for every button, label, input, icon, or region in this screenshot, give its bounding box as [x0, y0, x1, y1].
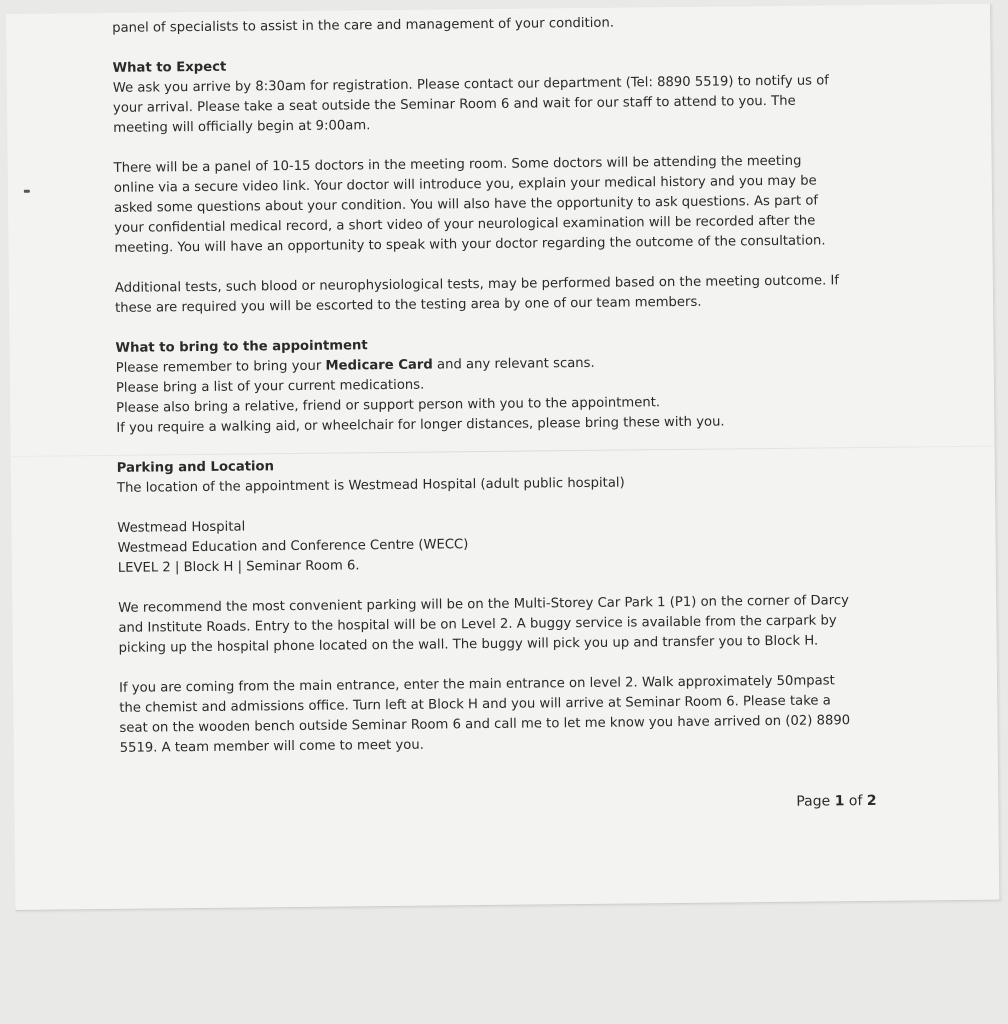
entrance-para-line2: the chemist and admissions office. Turn left at Block H and you will arrive at Seminar Room 6. Please take a [119, 693, 831, 716]
parking-para-line1: We recommend the most convenient parking will be on the Multi-Storey Car Park 1 (P1) on the corner of Darcy [118, 593, 849, 616]
expect-para1-line3: meeting will officially begin at 9:00am. [113, 118, 371, 136]
bring-line1-after: and any relevant scans. [432, 355, 595, 373]
heading-what-to-expect: What to Expect [112, 59, 227, 76]
expect-para1-line1: We ask you arrive by 8:30am for registration. Please contact our department (Tel: 8890 5519) to notify us of [112, 73, 829, 96]
bring-line1-before: Please remember to bring your [115, 358, 326, 376]
expect-para3-line1: Additional tests, such blood or neurophysiological tests, may be performed based on the meeting outcome. If [114, 273, 840, 296]
location-line: The location of the appointment is Westmead Hospital (adult public hospital) [116, 475, 625, 496]
parking-para-line2: and Institute Roads. Entry to the hospital will be on Level 2. A buggy service is available from the carpark by [118, 613, 837, 636]
medicare-card-text: Medicare Card [325, 357, 433, 374]
bring-line3: Please also bring a relative, friend or support person with you to the appointment. [116, 395, 661, 416]
expect-para2-line3: asked some questions about your condition. You will also have the opportunity to ask questions. As part of [113, 193, 819, 216]
entrance-para-line4: 5519. A team member will come to meet you. [119, 737, 424, 756]
expect-para2-line5: meeting. You will have an opportunity to speak with your doctor regarding the outcome of the consultation. [114, 233, 826, 256]
address-line3: LEVEL 2 | Block H | Seminar Room 6. [117, 558, 360, 576]
heading-parking-location: Parking and Location [116, 459, 275, 476]
address-line1: Westmead Hospital [117, 519, 246, 536]
bring-line4: If you require a walking aid, or wheelchair for longer distances, please bring these with you. [116, 414, 725, 436]
of-word: of [848, 793, 863, 810]
page-current: 1 [834, 793, 845, 810]
expect-para2-line2: online via a secure video link. Your doctor will introduce you, explain your medical history and you may be [113, 173, 817, 196]
document-body [112, 11, 880, 759]
parking-para-line3: picking up the hospital phone located on the wall. The buggy will pick you up and transfer you to Block H. [118, 633, 819, 656]
expect-para2-line1: There will be a panel of 10-15 doctors in the meeting room. Some doctors will be attending the meeting [113, 153, 802, 176]
entrance-para-line1: If you are coming from the main entrance, enter the main entrance on level 2. Walk approximately 50mpast [118, 673, 835, 696]
page-number [796, 793, 876, 810]
expect-para2-line4: your confidential medical record, a short video of your neurological examination will be recorded after the [114, 213, 816, 236]
heading-what-to-bring: What to bring to the appointment [115, 338, 368, 356]
address-line2: Westmead Education and Conference Centre (WECC) [117, 537, 469, 556]
bring-line2: Please bring a list of your current medications. [115, 377, 425, 396]
page-word: Page [796, 793, 831, 810]
entrance-para-line3: seat on the wooden bench outside Seminar Room 6 and call me to let me know you have arrived on (02) 8890 [119, 713, 851, 736]
intro-line: panel of specialists to assist in the care and management of your condition. [112, 15, 615, 36]
document-page [6, 4, 1000, 911]
expect-para1-line2: your arrival. Please take a seat outside the Seminar Room 6 and wait for our staff to attend to you. The [112, 93, 796, 116]
scan-speck [24, 190, 30, 193]
expect-para3-line2: these are required you will be escorted to the testing area by one of our team members. [115, 294, 702, 316]
page-total: 2 [866, 792, 877, 810]
